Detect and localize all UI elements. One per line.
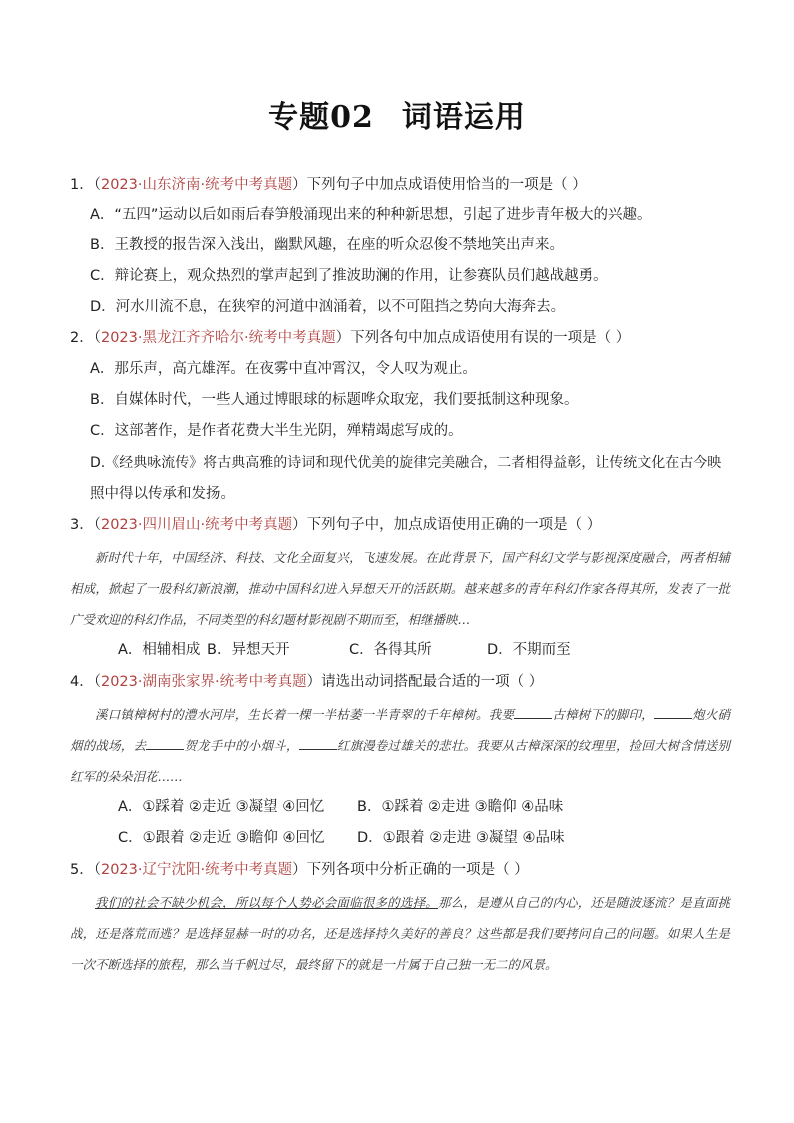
title-number: 专题02 [268, 100, 374, 135]
question-3-choice-b: B．异想天开 [207, 642, 290, 658]
page-title [0, 92, 794, 136]
question-source: 2023·四川眉山·统考中考真题 [100, 517, 293, 533]
question-2-stem: 2．（2023·黑龙江齐齐哈尔·统考中考真题）下列各句中加点成语使用有误的一项是（ ） [70, 330, 631, 346]
question-3-stem: 3．（2023·四川眉山·统考中考真题）下列句子中，加点成语使用正确的一项是（ ） [70, 517, 602, 533]
question-3-choice-d: D．不期而至 [487, 642, 571, 658]
question-4-passage: 溪口镇樟树村的澧水河岸，生长着一棵一半枯萎一半青翠的千年樟树。我要 古樟树下的脚印， 炮火硝烟的战场，去 贺龙手中的小烟斗， 红旗漫卷过雄关的悲壮。我要从古樟深深的纹理里，捡回大树含情送别红军的朵朵泪花…… [70, 699, 730, 792]
question-4-choice-b: B．①踩着 ②走进 ③瞻仰 ④品味 [357, 799, 564, 815]
question-1-stem: 1．（2023·山东济南·统考中考真题）下列句子中加点成语使用恰当的一项是（ ） [70, 177, 587, 193]
question-1-option-d: D．河水川流不息，在狭窄的河道中汹涌着，以不可阻挡之势向大海奔去。 [90, 299, 566, 315]
question-2-option-d-line1: D.《经典咏流传》将古典高雅的诗词和现代优美的旋律完美融合，二者相得益彰，让传统文化在古今映 [90, 455, 722, 471]
fill-blank-3 [146, 735, 184, 750]
question-1-option-c: C．辩论赛上，观众热烈的掌声起到了推波助澜的作用，让参赛队员们越战越勇。 [90, 268, 608, 284]
question-3-passage: 新时代十年，中国经济、科技、文化全面复兴，飞速发展。在此背景下，国产科幻文学与影视深度融合，两者相辅相成，掀起了一股科幻新浪潮，推动中国科幻进入异想天开的活跃期。越来越多的青年科幻作家各得其所，发表了一批广受欢迎的科幻作品，不同类型的科幻题材影视剧不期而至，相继播映… [70, 550, 730, 627]
question-4-choice-c: C．①跟着 ②走近 ③瞻仰 ④回忆 [118, 830, 325, 846]
question-source: 2023·辽宁沈阳·统考中考真题 [100, 862, 293, 878]
underlined-sentence: 我们的社会不缺少机会，所以每个人势必会面临很多的选择。 [95, 895, 438, 910]
fill-blank-4 [299, 735, 337, 750]
fill-blank-1 [514, 704, 552, 719]
question-5-stem: 5．（2023·辽宁沈阳·统考中考真题）下列各项中分析正确的一项是（ ） [70, 862, 529, 878]
question-source: 2023·山东济南·统考中考真题 [100, 177, 293, 193]
question-source: 2023·黑龙江齐齐哈尔·统考中考真题 [100, 330, 336, 346]
question-5-passage: 我们的社会不缺少机会，所以每个人势必会面临很多的选择。那么，是遵从自己的内心，还是随波逐流？是直面挑战，还是落荒而逃？是选择显赫一时的功名，还是选择持久美好的善良？这些都是我们要拷问自己的问题。如果人生是一次不断选择的旅程，那么当千帆过尽，最终留下的就是一片属于自己独一无二的风景。 [70, 895, 730, 972]
fill-blank-2 [654, 704, 692, 719]
question-2-option-a: A．那乐声，高亢雄浑。在夜雾中直冲霄汉，令人叹为观止。 [90, 361, 477, 377]
question-1-option-a: A．“五四”运动以后如雨后春笋般涌现出来的种种新思想，引起了进步青年极大的兴趣。 [90, 207, 652, 223]
question-1-option-b: B．王教授的报告深入浅出，幽默风趣，在座的听众忍俊不禁地笑出声来。 [90, 237, 564, 253]
question-2-option-b: B．自媒体时代，一些人通过博眼球的标题哗众取宠，我们要抵制这种现象。 [90, 392, 579, 408]
question-4-stem: 4．（2023·湖南张家界·统考中考真题）请选出动词搭配最合适的一项（ ） [70, 674, 544, 690]
question-2-option-d-line2: 照中得以传承和发扬。 [90, 486, 235, 502]
question-4-choice-d: D．①跟着 ②走进 ③凝望 ④品味 [357, 830, 565, 846]
question-source: 2023·湖南张家界·统考中考真题 [100, 674, 307, 690]
question-4-choice-a: A．①踩着 ②走近 ③凝望 ④回忆 [118, 799, 325, 815]
question-3-choice-a: A．相辅相成 [118, 642, 201, 658]
question-2-option-c: C．这部著作，是作者花费大半生光阴，殚精竭虑写成的。 [90, 423, 463, 439]
title-text: 词语运用 [401, 100, 526, 135]
question-3-choice-c: C．各得其所 [349, 642, 432, 658]
